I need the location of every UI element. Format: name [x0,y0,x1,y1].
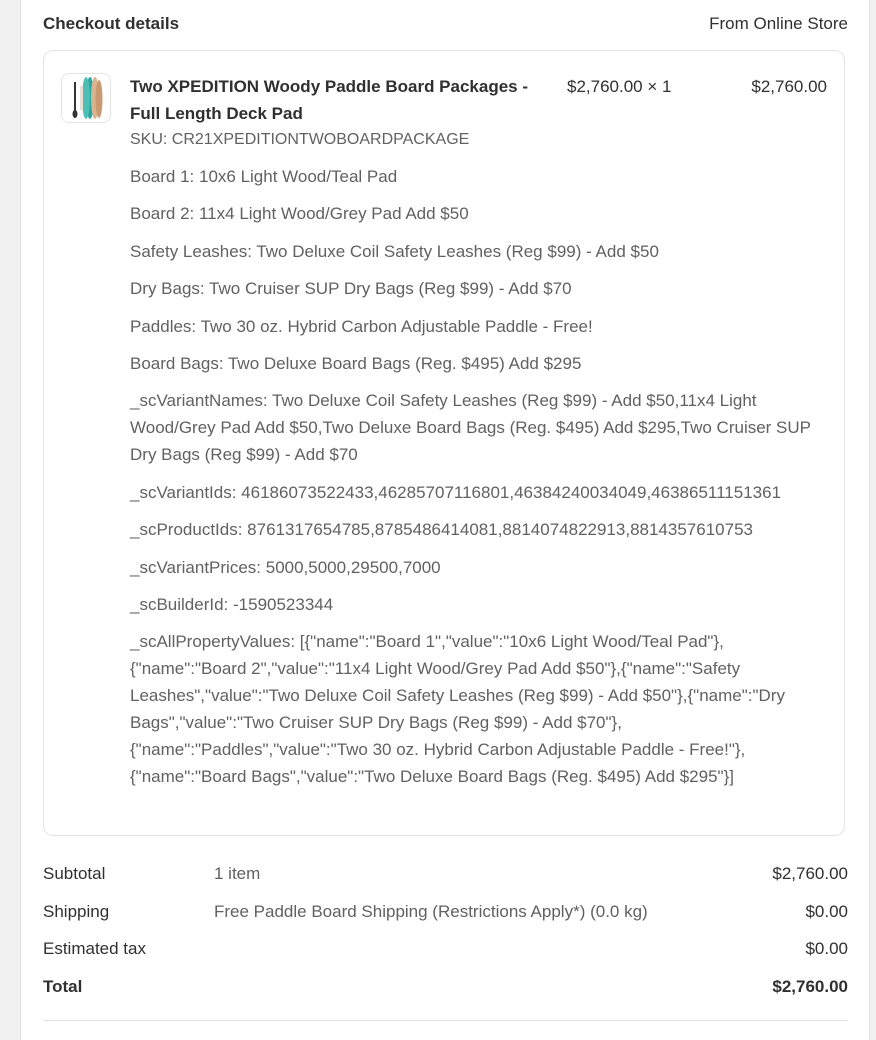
paddle-board-icon [62,74,110,122]
card-title: Checkout details [43,14,180,33]
property-sc-all-property-values: _scAllPropertyValues: [{"name":"Board 1","value":"10x6 Light Wood/Teal Pad"},{"name":"Board 2","value":"11x4 Light Wood/Grey Pad Add $50"},{"name":"Safety Leashes","value":"Two Deluxe Coil Safety Leashes (Reg $99) - Add $50"},{"name":"Dry Bags","value":"Two Cruiser SUP Dry Bags (Reg $99) - Add $70"},{"name":"Paddles","value":"Two 30 oz. Hybrid Carbon Adjustable Paddle - Free!"},{"name":"Board Bags","value":"Two Deluxe Board Bags (Reg. $495) Add $295"}] [130,632,785,787]
property-sc-builder-id: _scBuilderId: -1590523344 [130,594,334,614]
total-label: Total [43,976,83,996]
property-paddles: Paddles: Two 30 oz. Hybrid Carbon Adjustable Paddle - Free! [130,316,593,336]
property-dry-bags: Dry Bags: Two Cruiser SUP Dry Bags (Reg $99) - Add $70 [130,279,572,299]
tax-label: Estimated tax [43,939,146,958]
tax-row [43,930,848,968]
card-header [43,14,848,34]
product-sku: SKU: CR21XPEDITIONTWOBOARDPACKAGE [130,131,470,148]
paddle-board-product-image[interactable] [61,73,111,123]
tax-amount: $0.00 [805,939,848,958]
property-sc-product-ids: _scProductIds: 8761317654785,8785486414081,8814074822913,8814357610753 [130,520,753,540]
subtotal-item-count: 1 item [214,864,261,883]
order-summary [43,855,848,1005]
line-total: $2,760.00 [751,77,827,96]
property-safety-leashes: Safety Leashes: Two Deluxe Coil Safety Leashes (Reg $99) - Add $50 [130,241,659,261]
property-sc-variant-ids: _scVariantIds: 46186073522433,46285707116801,46384240034049,46386511151361 [130,482,782,502]
subtotal-label: Subtotal [43,864,106,883]
checkout-details-card [20,0,870,1040]
unit-price-quantity: $2,760.00 × 1 [567,77,672,96]
property-board-2: Board 2: 11x4 Light Wood/Grey Pad Add $50 [130,204,469,224]
subtotal-row [43,855,848,893]
total-amount: $2,760.00 [772,976,848,996]
shipping-amount: $0.00 [805,901,848,921]
shipping-method: Free Paddle Board Shipping (Restrictions Apply*) (0.0 kg) [214,901,648,921]
line-item [43,50,845,836]
section-divider [43,1020,848,1021]
subtotal-amount: $2,760.00 [772,864,848,883]
order-source: From Online Store [709,14,848,33]
product-title-link[interactable]: Two XPEDITION Woody Paddle Board Packages - Full Length Deck Pad [130,77,529,123]
property-board-bags: Board Bags: Two Deluxe Board Bags (Reg. $495) Add $295 [130,353,582,373]
line-item-properties [130,163,835,801]
total-row [43,968,848,1006]
shipping-row [43,893,848,931]
shipping-label: Shipping [43,901,110,921]
property-sc-variant-names: _scVariantNames: Two Deluxe Coil Safety Leashes (Reg $99) - Add $50,11x4 Light Wood/Grey Pad Add $50,Two Deluxe Board Bags (Reg. $495) Add $295,Two Cruiser SUP Dry Bags (Reg $99) - Add $70 [130,391,811,465]
property-sc-variant-prices: _scVariantPrices: 5000,5000,29500,7000 [130,557,441,577]
property-board-1: Board 1: 10x6 Light Wood/Teal Pad [130,167,398,186]
